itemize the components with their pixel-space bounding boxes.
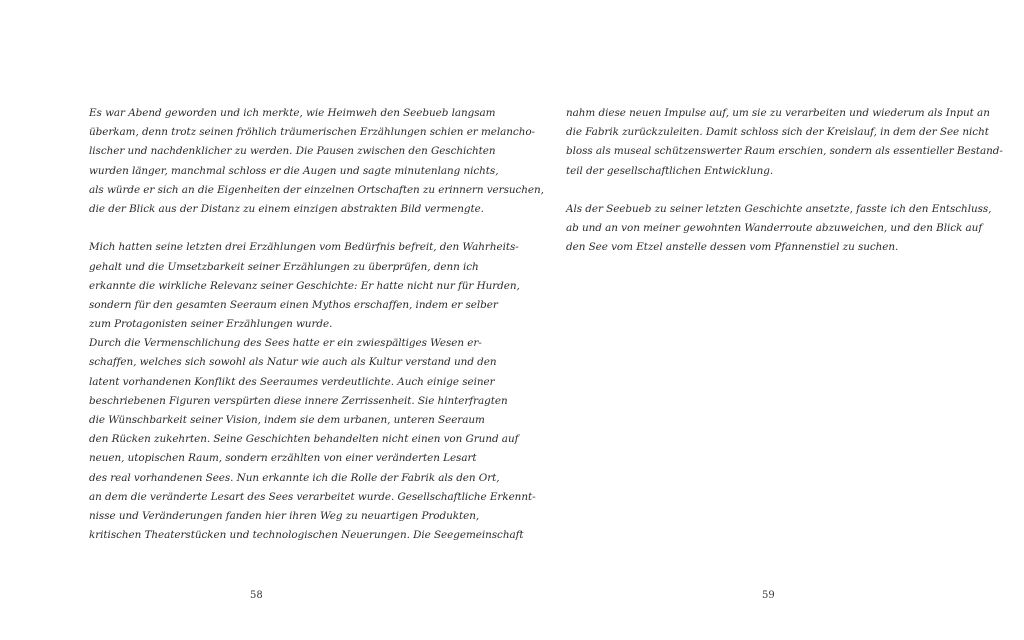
- text-line: nisse und Veränderungen fanden hier ihren Weg zu neuartigen Produkten,: [89, 509, 480, 522]
- text-line: teil der gesellschaftlichen Entwicklung.: [566, 164, 774, 177]
- paragraph-gap: [89, 219, 544, 238]
- text-line: Es war Abend geworden und ich merkte, wie Heimweh den Seebueb langsam: [89, 107, 496, 119]
- paragraph-gap: [566, 181, 1003, 200]
- text-line: wurden länger, manchmal schloss er die Augen und sagte minutenlang nichts,: [89, 164, 499, 177]
- text-line: schaffen, welches sich sowohl als Natur wie auch als Kultur verstand und den: [89, 356, 497, 369]
- text-line: überkam, denn trotz seinen fröhlich träumerischen Erzählungen schien er melancho-: [89, 126, 536, 139]
- text-line: den Rücken zukehrten. Seine Geschichten behandelten nicht einen von Grund auf: [89, 433, 519, 446]
- text-line: nahm diese neuen Impulse auf, um sie zu verarbeiten und wiederum als Input an: [566, 107, 990, 119]
- right-page-body: [566, 104, 1003, 258]
- text-line: ab und an von meiner gewohnten Wanderroute abzuweichen, und den Blick auf: [566, 222, 983, 235]
- text-line: Durch die Vermenschlichung des Sees hatte er ein zwiespältiges Wesen er-: [89, 337, 482, 350]
- left-page-body: [89, 104, 544, 545]
- page-number-left: 58: [250, 590, 263, 601]
- text-line: Als der Seebueb zu seiner letzten Geschichte ansetzte, fasste ich den Entschluss,: [566, 202, 992, 215]
- text-line: bloss als museal schützenswerter Raum erschien, sondern als essentieller Bestand-: [566, 145, 1003, 158]
- text-line: sondern für den gesamten Seeraum einen Mythos erschaffen, indem er selber: [89, 298, 498, 311]
- text-line: den See vom Etzel anstelle dessen vom Pfannenstiel zu suchen.: [566, 241, 899, 254]
- text-line: die der Blick aus der Distanz zu einem einzigen abstrakten Bild vermengte.: [89, 202, 484, 215]
- text-line: Mich hatten seine letzten drei Erzählungen vom Bedürfnis befreit, den Wahrheits-: [89, 241, 519, 254]
- text-line: kritischen Theaterstücken und technologischen Neuerungen. Die Seegemeinschaft: [89, 529, 524, 542]
- text-line: lischer und nachdenklicher zu werden. Die Pausen zwischen den Geschichten: [89, 145, 496, 158]
- text-line: die Fabrik zurückzuleiten. Damit schloss sich der Kreislauf, in dem der See nicht: [566, 126, 989, 139]
- text-line: beschriebenen Figuren verspürten diese innere Zerrissenheit. Sie hinterfragten: [89, 394, 508, 407]
- text-line: des real vorhandenen Sees. Nun erkannte ich die Rolle der Fabrik als den Ort,: [89, 471, 500, 484]
- right-page: [512, 0, 1024, 640]
- text-line: als würde er sich an die Eigenheiten der einzelnen Ortschaften zu erinnern versuchen,: [89, 183, 544, 196]
- text-line: gehalt und die Umsetzbarkeit seiner Erzählungen zu überprüfen, denn ich: [89, 260, 479, 273]
- text-line: die Wünschbarkeit seiner Vision, indem sie dem urbanen, unteren Seeraum: [89, 414, 485, 426]
- text-line: an dem die veränderte Lesart des Sees verarbeitet wurde. Gesellschaftliche Erkennt-: [89, 490, 536, 503]
- text-line: zum Protagonisten seiner Erzählungen wurde.: [89, 318, 333, 331]
- page-number-right: 59: [762, 590, 775, 601]
- text-line: latent vorhandenen Konflikt des Seeraumes verdeutlichte. Auch einige seiner: [89, 375, 495, 388]
- text-line: neuen, utopischen Raum, sondern erzählten von einer veränderten Lesart: [89, 452, 477, 465]
- text-line: erkannte die wirkliche Relevanz seiner Geschichte: Er hatte nicht nur für Hurden,: [89, 279, 520, 292]
